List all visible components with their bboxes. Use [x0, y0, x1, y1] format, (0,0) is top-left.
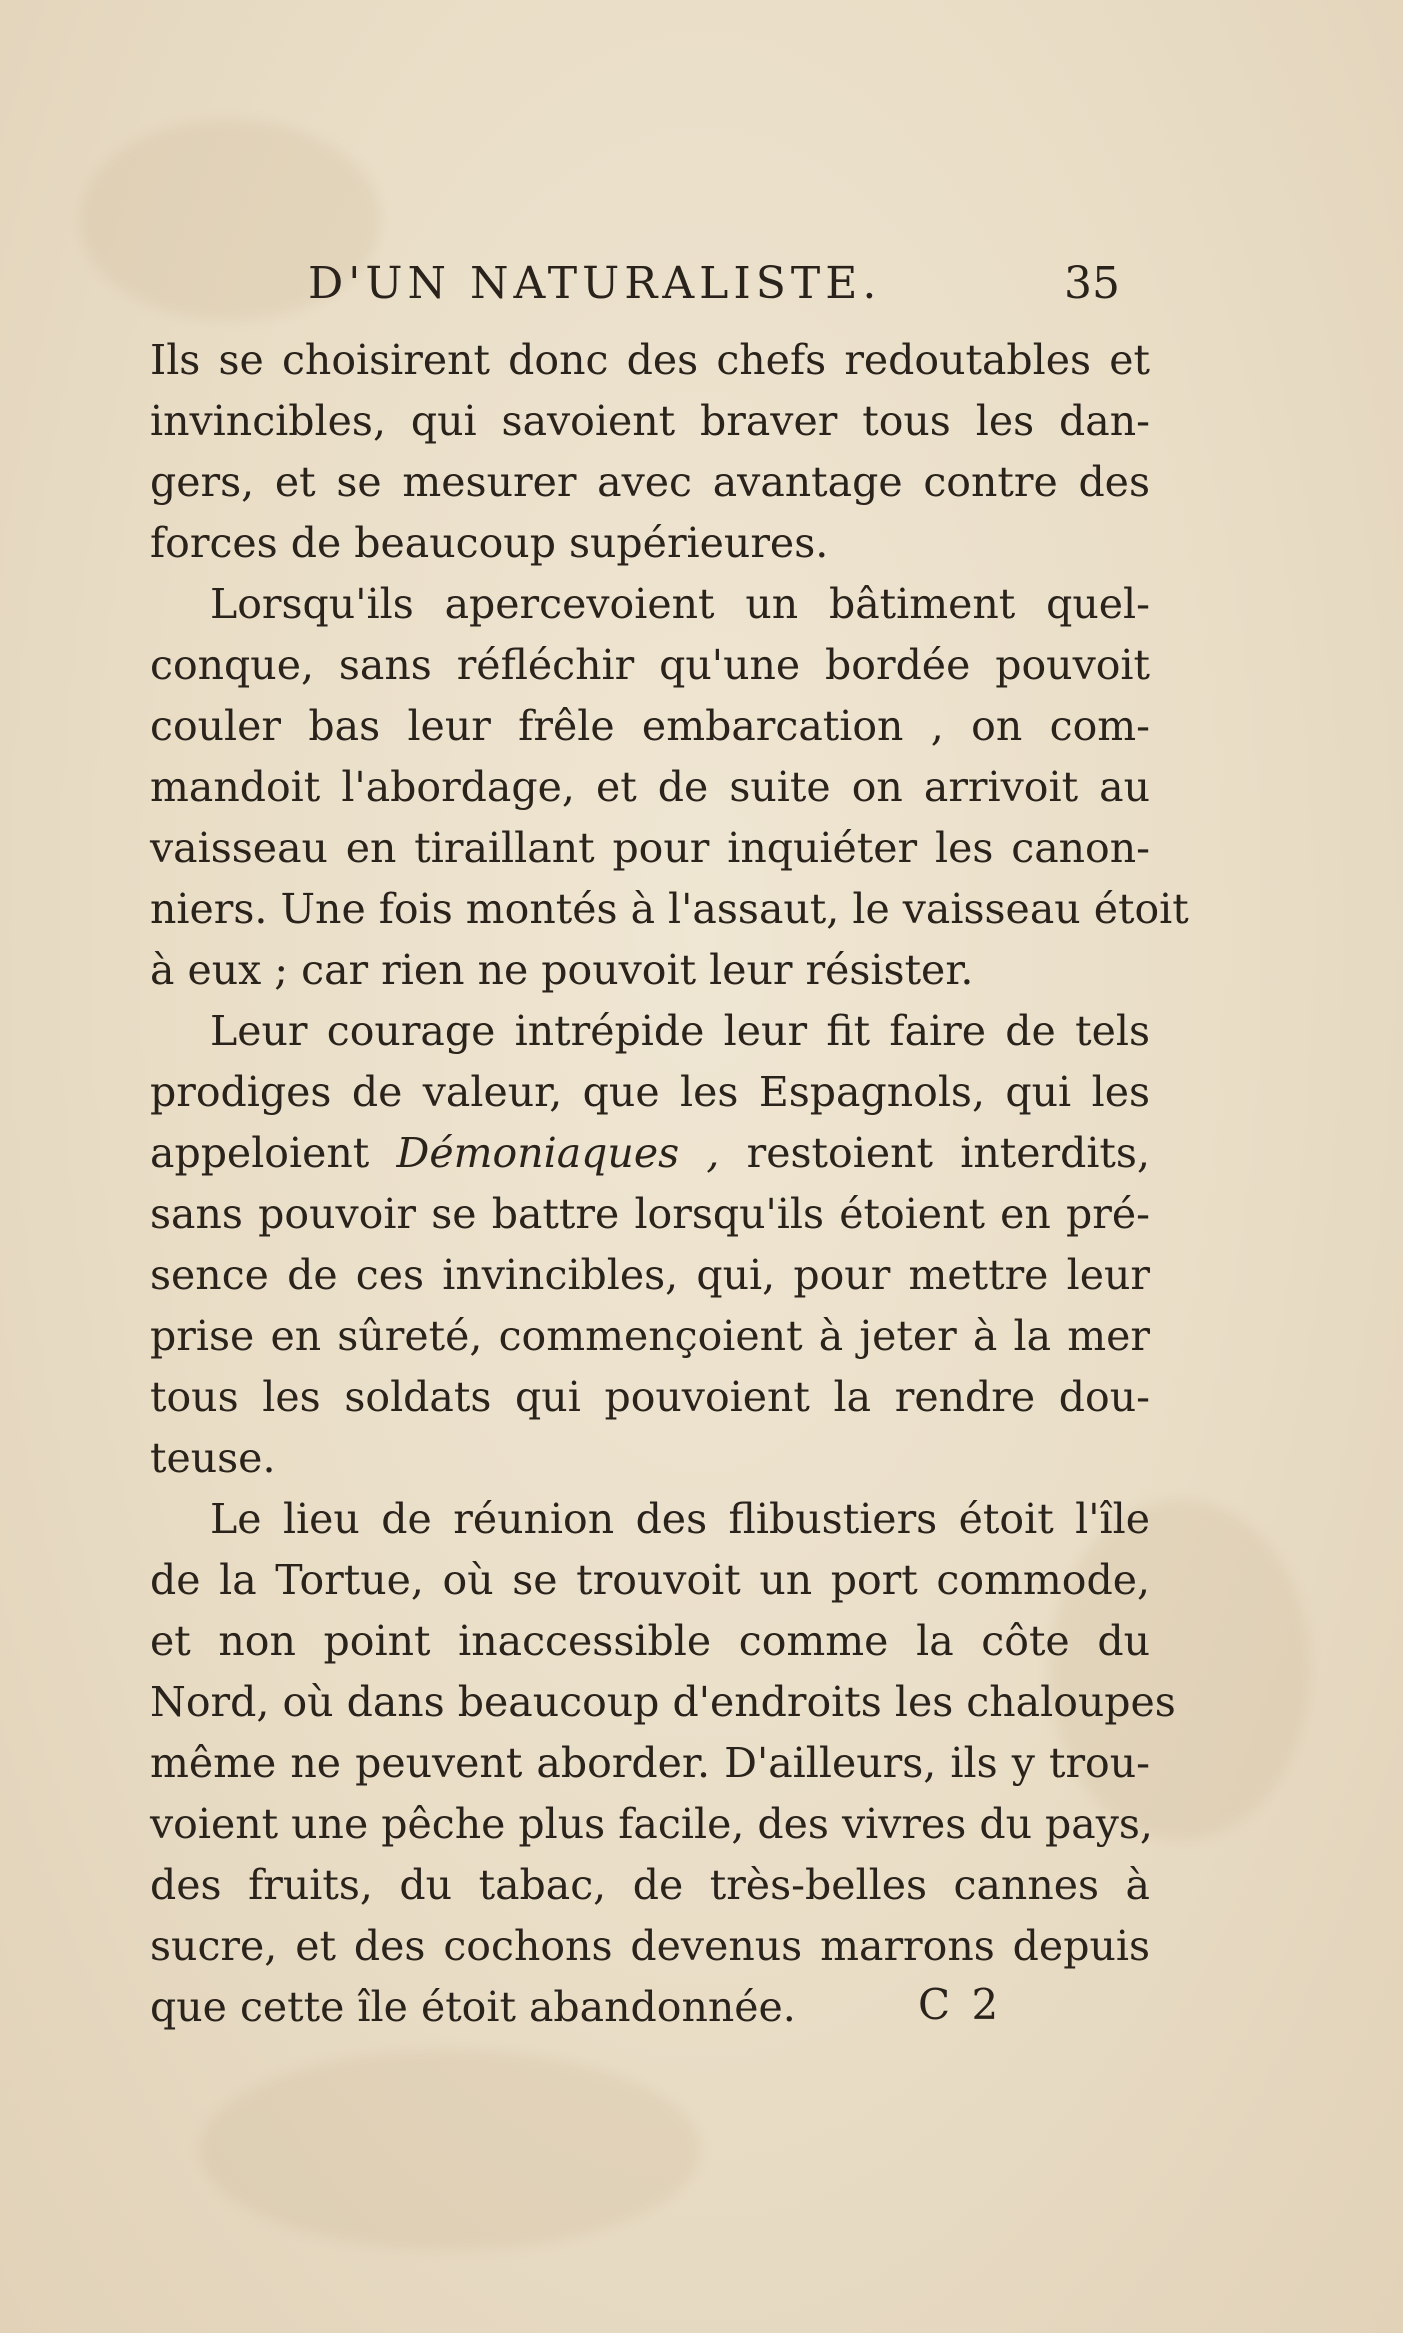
- text-line: sence de ces invincibles, qui, pour mettre leur: [150, 1251, 1150, 1299]
- text-line: vaisseau en tiraillant pour inquiéter les canon-: [150, 824, 1150, 872]
- page-number: 35: [1064, 258, 1120, 309]
- text-line: couler bas leur frêle embarcation , on com-: [150, 702, 1150, 750]
- text-line: forces de beaucoup supérieures.: [150, 519, 829, 567]
- text-line: Leur courage intrépide leur fit faire de tels: [210, 1007, 1150, 1055]
- text-line: Ils se choisirent donc des chefs redoutables et: [150, 336, 1150, 384]
- text-line: sans pouvoir se battre lorsqu'ils étoient en pré-: [150, 1190, 1150, 1238]
- paper-stain: [200, 2050, 700, 2250]
- text-line: gers, et se mesurer avec avantage contre des: [150, 458, 1150, 506]
- text-line: prise en sûreté, commençoient à jeter à la mer: [150, 1312, 1150, 1360]
- paragraph-2: [150, 574, 1189, 1001]
- text-line: niers. Une fois montés à l'assaut, le vaisseau étoit: [150, 885, 1189, 933]
- signature-mark: C 2: [918, 1980, 1003, 2029]
- text-line: Nord, où dans beaucoup d'endroits les chaloupes: [150, 1678, 1176, 1726]
- text-line: sucre, et des cochons devenus marrons depuis: [150, 1922, 1150, 1970]
- text-line: même ne peuvent aborder. D'ailleurs, ils y trou-: [150, 1739, 1150, 1787]
- running-title: D'UN NATURALISTE.: [308, 258, 882, 309]
- text-after-italic: restoient interdits,: [746, 1129, 1150, 1177]
- text-line: à eux ; car rien ne pouvoit leur résister.: [150, 946, 974, 994]
- paragraph-4: [150, 1489, 1176, 2038]
- text-line: et non point inaccessible comme la côte du: [150, 1617, 1150, 1665]
- text-line-italic: [150, 1123, 1150, 1184]
- text-line: Lorsqu'ils apercevoient un bâtiment quel-: [210, 580, 1150, 628]
- text-line: conque, sans réfléchir qu'une bordée pouvoit: [150, 641, 1150, 689]
- text-line: de la Tortue, où se trouvoit un port commode,: [150, 1556, 1150, 1604]
- text-line: prodiges de valeur, que les Espagnols, qui les: [150, 1068, 1150, 1116]
- paragraph-3: [150, 1001, 1150, 1489]
- text-before-italic: appeloient: [150, 1129, 370, 1177]
- page-body: [150, 250, 1189, 2038]
- text-line: teuse.: [150, 1434, 276, 1482]
- text-line: Le lieu de réunion des flibustiers étoit l'île: [210, 1495, 1150, 1543]
- italic-term: Démoniaques ,: [396, 1129, 720, 1177]
- text-line: mandoit l'abordage, et de suite on arrivoit au: [150, 763, 1150, 811]
- text-line: tous les soldats qui pouvoient la rendre dou-: [150, 1373, 1150, 1421]
- paragraph-1: [150, 330, 1150, 574]
- running-head: [150, 250, 1150, 330]
- text-line: invincibles, qui savoient braver tous les dan-: [150, 397, 1150, 445]
- text-line: que cette île étoit abandonnée.: [150, 1983, 796, 2031]
- text-line: des fruits, du tabac, de très-belles cannes à: [150, 1861, 1150, 1909]
- text-line: voient une pêche plus facile, des vivres du pays,: [150, 1800, 1153, 1848]
